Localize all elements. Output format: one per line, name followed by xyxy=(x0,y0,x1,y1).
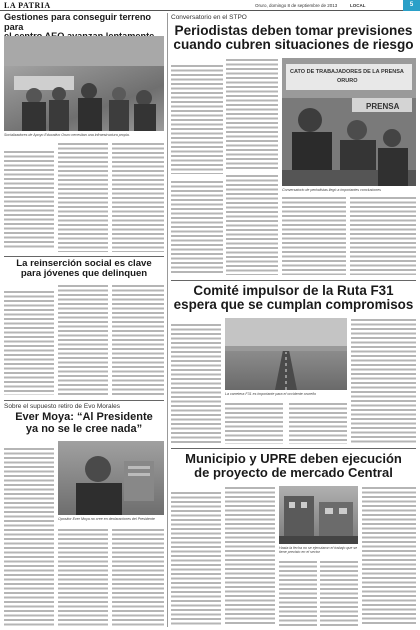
municipio-body-col1 xyxy=(171,491,221,626)
periodistas-caption: Conversatorio de periodistas llegó a importantes conclusiones xyxy=(282,188,381,192)
evo-photo-scene xyxy=(58,441,164,515)
evo-photo xyxy=(58,441,164,515)
periodistas-headline[interactable] xyxy=(171,24,416,53)
divider-reinsercion xyxy=(4,400,164,401)
reinsercion-headline[interactable] xyxy=(4,259,164,279)
aeo-caption: Socializadores de Apoyo Educativo Oruro necesitan una infraestructura propia. xyxy=(4,133,130,137)
divider-aeo xyxy=(4,256,164,257)
evo-headline-line1: Ever Moya: “Al Presidente xyxy=(15,411,153,423)
comite-body-col3 xyxy=(289,402,347,444)
periodistas-body-col2 xyxy=(226,58,278,170)
periodistas-headline-line1: Periodistas deben tomar previsiones xyxy=(174,23,413,38)
periodistas-headline-line2: cuando cubren situaciones de riesgo xyxy=(173,37,414,53)
municipio-body-col4 xyxy=(320,560,358,626)
banner-text-1: CATO DE TRABAJADORES DE LA PRENSA xyxy=(290,69,404,75)
comite-headline-line2: espera que se cumplan compromisos xyxy=(173,297,414,313)
aeo-headline-line1: Gestiones para conseguir terreno para xyxy=(4,12,152,32)
newspaper-logo: LA PATRIA xyxy=(4,1,51,10)
evo-headline[interactable] xyxy=(4,412,164,435)
comite-headline[interactable] xyxy=(171,284,416,312)
evo-body-col3 xyxy=(112,528,164,626)
periodistas-photo-scene xyxy=(282,58,416,186)
page-number: 5 xyxy=(403,0,420,11)
periodistas-kicker: Conversatorio en el STPO xyxy=(171,14,247,21)
periodistas-body-col3 xyxy=(171,180,223,275)
municipio-headline-line2: de proyecto de mercado Central xyxy=(194,464,393,480)
municipio-body-col2 xyxy=(225,486,275,626)
comite-photo xyxy=(225,318,347,390)
comite-body-col4 xyxy=(351,318,416,444)
divider-periodistas xyxy=(171,280,416,281)
comite-body-col1 xyxy=(171,323,221,443)
comite-body-col2 xyxy=(225,402,283,444)
reinsercion-body-col2 xyxy=(58,284,108,396)
aeo-body-col2 xyxy=(58,142,108,252)
aeo-photo-scene xyxy=(4,36,164,131)
comite-headline-line1: Comité impulsor de la Ruta F31 xyxy=(193,283,394,298)
banner-text-2: ORURO xyxy=(337,78,358,84)
reinsercion-body-col1 xyxy=(4,290,54,395)
comite-photo-scene xyxy=(225,318,347,390)
section-label: LOCAL xyxy=(350,3,366,8)
reinsercion-body-col3 xyxy=(112,284,164,396)
comite-caption: La carretera F31 es importante para el occidente orureño xyxy=(225,392,317,396)
periodistas-body-col1 xyxy=(171,64,223,174)
masthead xyxy=(0,0,420,11)
aeo-body-col3 xyxy=(112,142,164,252)
banner-text-3: PRENSA xyxy=(366,102,400,111)
municipio-photo-scene xyxy=(279,486,358,544)
reinsercion-headline-line2: para jóvenes que delinquen xyxy=(20,268,148,280)
aeo-body-col1 xyxy=(4,150,54,250)
evo-headline-line2: ya no se le cree nada” xyxy=(25,422,143,435)
evo-caption: Opositor Ever Moya no cree en declaraciones del Presidente xyxy=(58,517,155,521)
evo-body-col2 xyxy=(58,528,108,626)
evo-kicker: Sobre el supuesto retiro de Evo Morales xyxy=(4,403,120,410)
municipio-photo xyxy=(279,486,358,544)
periodistas-photo xyxy=(282,58,416,186)
divider-comite xyxy=(171,448,416,449)
municipio-headline[interactable] xyxy=(171,452,416,479)
periodistas-body-col5 xyxy=(282,196,346,275)
periodistas-body-col6 xyxy=(350,196,416,275)
evo-body-col1 xyxy=(4,447,54,627)
reinsercion-headline-line1: La reinserción social es clave xyxy=(16,258,152,269)
periodistas-body-col4 xyxy=(226,174,278,275)
municipio-caption: Hasta la fecha no se ejecutaron el trabajo que se tiene previsto en el sector xyxy=(279,546,358,555)
issue-date: Oruro, domingo 8 de septiembre de 2013 xyxy=(255,3,338,8)
municipio-body-col3 xyxy=(279,560,317,626)
column-divider xyxy=(167,13,168,627)
aeo-photo xyxy=(4,36,164,131)
municipio-headline-line1: Municipio y UPRE deben ejecución xyxy=(185,451,402,466)
municipio-body-col5 xyxy=(362,486,416,626)
